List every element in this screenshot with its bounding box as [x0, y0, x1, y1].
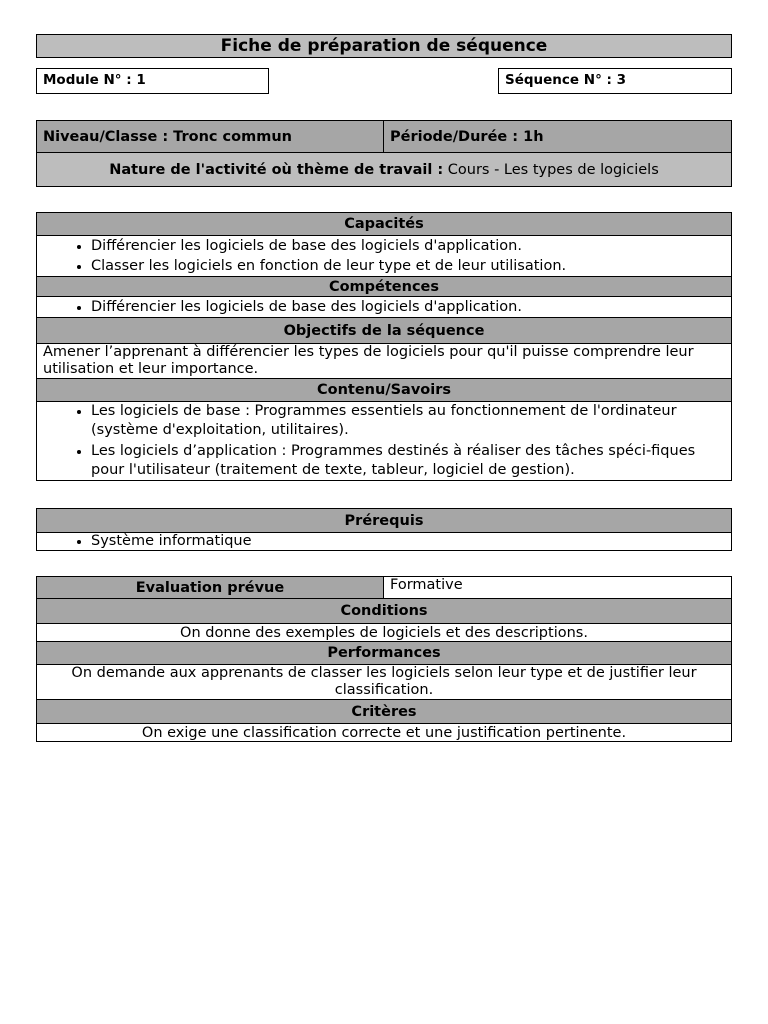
- prerequis-table: [36, 508, 732, 551]
- conditions-text: On donne des exemples de logiciels et des descriptions.: [37, 624, 732, 642]
- competences-list: [37, 297, 731, 317]
- evaluation-value: Formative: [384, 577, 732, 599]
- module-number: Module N° : 1: [36, 68, 269, 94]
- capacites-list: [37, 236, 731, 276]
- header-table: [36, 120, 732, 187]
- list-item: • Différencier les logiciels de base des logiciels d'application.: [91, 297, 731, 317]
- contenu-heading: Contenu/Savoirs: [37, 379, 732, 402]
- criteres-heading: Critères: [37, 700, 732, 724]
- list-item: • Système informatique: [91, 533, 731, 550]
- contenu-list: [37, 402, 731, 480]
- evaluation-label: Evaluation prévue: [37, 577, 384, 599]
- prerequis-list: [37, 533, 731, 550]
- nature-value: Cours - Les types de logiciels: [443, 161, 659, 178]
- capacites-heading: Capacités: [37, 213, 732, 236]
- nature-label: Nature de l'activité où thème de travail :: [109, 161, 444, 178]
- sequence-number: Séquence N° : 3: [498, 68, 732, 94]
- performances-heading: Performances: [37, 642, 732, 665]
- nature-activite: [37, 153, 732, 187]
- content-table: [36, 212, 732, 481]
- performances-text: On demande aux apprenants de classer les logiciels selon leur type et de justifier leur classification.: [37, 665, 732, 700]
- periode-duree: Période/Durée : 1h: [384, 121, 732, 153]
- list-item: • Différencier les logiciels de base des logiciels d'application.: [91, 236, 731, 256]
- objectifs-text: Amener l’apprenant à différencier les types de logiciels pour qu'il puisse comprendre leur utilisation et leur importance.: [37, 344, 732, 379]
- evaluation-table: [36, 576, 732, 742]
- list-item: • Les logiciels d’application : Programmes destinés à réaliser des tâches spéci-fiques pour l'utilisateur (traitement de texte, tableur, logiciel de gestion).: [91, 442, 721, 480]
- prerequis-cell: [37, 533, 732, 551]
- list-item: • Classer les logiciels en fonction de leur type et de leur utilisation.: [91, 256, 731, 276]
- capacites-cell: [37, 236, 732, 277]
- contenu-cell: [37, 402, 732, 481]
- competences-heading: Compétences: [37, 277, 732, 297]
- objectifs-heading: Objectifs de la séquence: [37, 318, 732, 344]
- niveau-classe: Niveau/Classe : Tronc commun: [37, 121, 384, 153]
- list-item: • Les logiciels de base : Programmes essentiels au fonctionnement de l'ordinateur (système d'exploitation, utilitaires).: [91, 402, 721, 440]
- conditions-heading: Conditions: [37, 599, 732, 624]
- competences-cell: [37, 297, 732, 318]
- criteres-text: On exige une classification correcte et une justification pertinente.: [37, 724, 732, 742]
- prerequis-heading: Prérequis: [37, 509, 732, 533]
- page-title: Fiche de préparation de séquence: [36, 34, 732, 58]
